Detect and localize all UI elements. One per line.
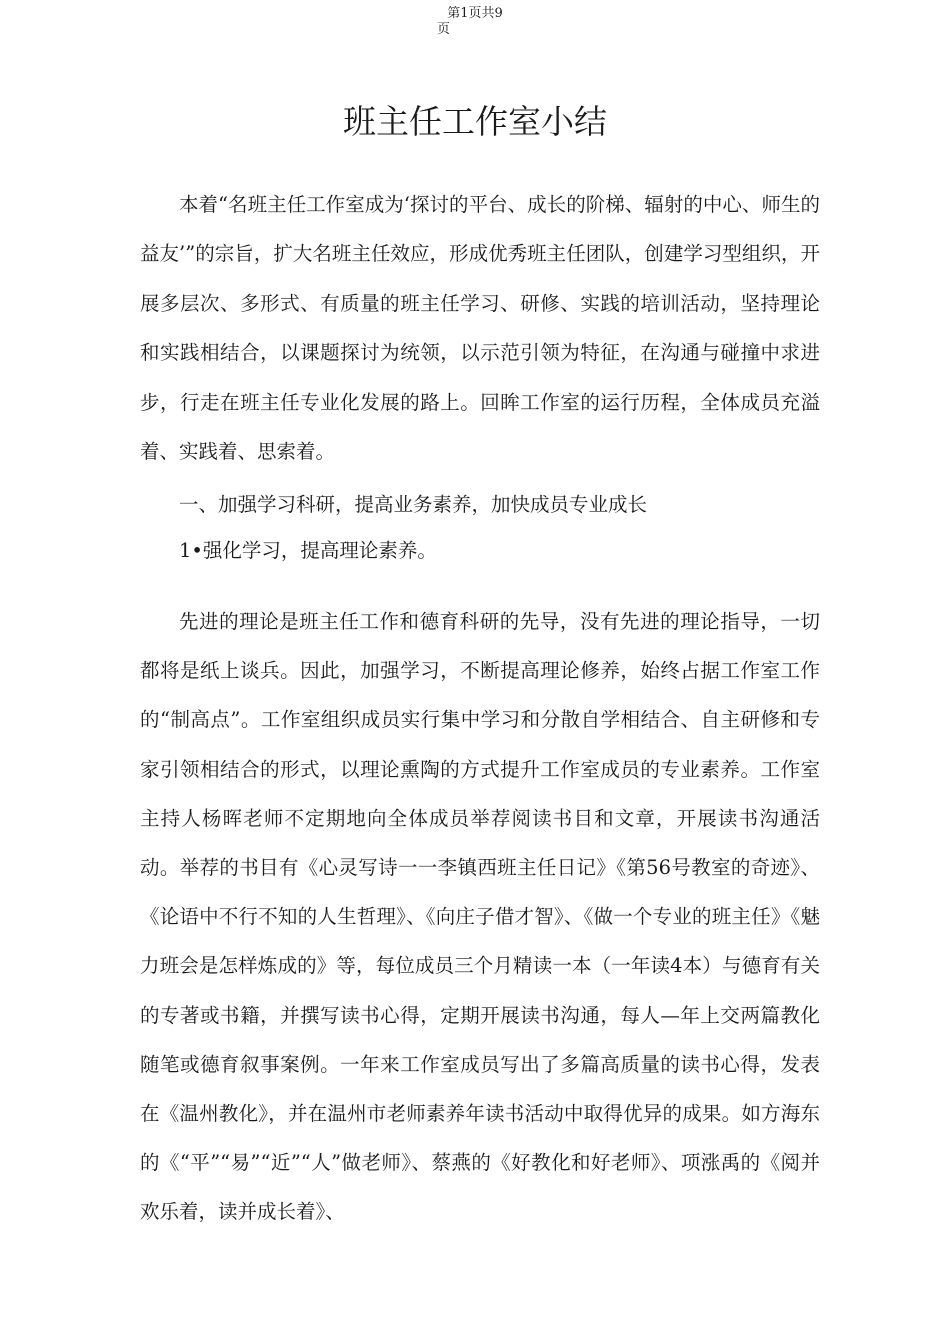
subsection-heading: 1•强化学习，提高理论素养。 — [179, 539, 437, 562]
intro-paragraph: 本着“名班主任工作室成为‘探讨的平台、成长的阶梯、辐射的中心、师生的益友’”的宗旨，扩大名班主任效应，形成优秀班主任团队，创建学习型组织，开展多层次、多形式、有质量的班主任学习、研修、实践的培训活动，坚持理论和实践相结合，以课题探讨为统领，以示范引领为特征，在沟通与碰撞中求进步，行走在班主任专业化发展的路上。回眸工作室的运行历程，全体成员充溢着、实践着、思索着。 — [140, 193, 820, 464]
page-indicator — [0, 6, 950, 38]
page-indicator-line2: 页 — [437, 22, 451, 37]
document-title: 班主任工作室小结 — [343, 102, 607, 141]
page-indicator-line1: 第1页共9 — [447, 6, 503, 21]
main-paragraph: 先进的理论是班主任工作和德育科研的先导，没有先进的理论指导，一切都将是纸上谈兵。因此，加强学习，不断提高理论修养，始终占据工作室工作的“制高点”。工作室组织成员实行集中学习和分散自学相结合、自主研修和专家引领相结合的形式，以理论熏陶的方式提升工作室成员的专业素养。工作室主持人杨晖老师不定期地向全体成员举荐阅读书目和文章，开展读书沟通活动。举荐的书目有《心灵写诗一一李镇西班主任日记》《第56号教室的奇迹》、《论语中不行不知的人生哲理》、《向庄子借才智》、《做一个专业的班主任》《魅力班会是怎样炼成的》等，每位成员三个月精读一本（一年读4本）与德育有关的专著或书籍，并撰写读书心得，定期开展读书沟通，每人—年上交两篇教化随笔或德育叙事案例。一年来工作室成员写出了多篇高质量的读书心得，发表在《温州教化》，并在温州市老师素养年读书活动中取得优异的成果。如方海东的《“平”“易”“近”“人”做老师》、蔡燕的《好教化和好老师》、项涨禹的《阅并欢乐着，读并成长着》、 — [140, 610, 820, 1224]
section-heading: 一、加强学习科研，提高业务素养，加快成员专业成长 — [179, 493, 648, 516]
